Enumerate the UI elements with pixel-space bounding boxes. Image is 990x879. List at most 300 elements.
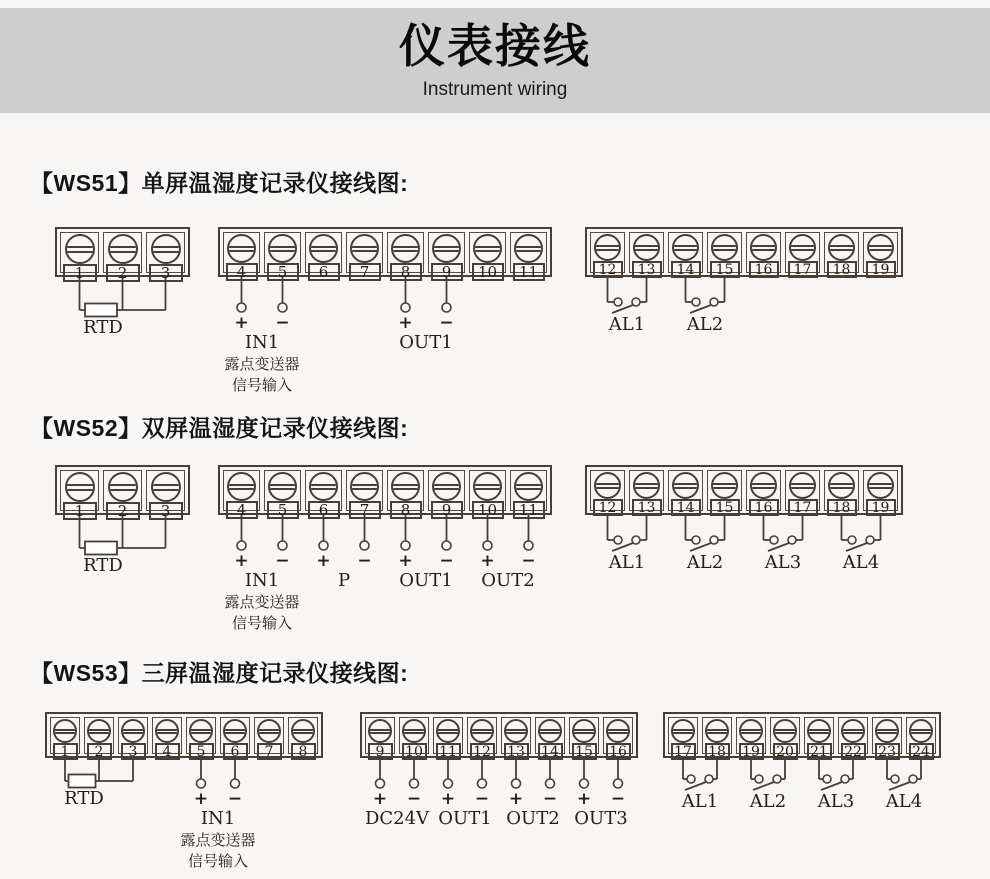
screw-slot-icon bbox=[773, 732, 797, 734]
terminal-number: 12 bbox=[470, 743, 495, 760]
screw-slot-icon bbox=[750, 249, 777, 251]
terminal-cell bbox=[60, 232, 99, 282]
screw-slot-icon bbox=[151, 489, 181, 491]
terminal-cell bbox=[824, 470, 859, 516]
screw-icon bbox=[268, 472, 297, 501]
terminal-cell bbox=[469, 470, 506, 519]
terminal-number: 3 bbox=[121, 743, 146, 760]
terminal-cell bbox=[510, 232, 547, 281]
terminal-cell bbox=[103, 232, 142, 282]
section-ws52 bbox=[0, 405, 990, 650]
screw-slot-icon bbox=[594, 483, 621, 485]
pair-plus-label: + bbox=[372, 788, 388, 809]
terminal-number: 2 bbox=[106, 502, 140, 520]
header-band bbox=[0, 8, 990, 113]
screw-slot-icon bbox=[867, 245, 894, 247]
screw-icon bbox=[514, 234, 543, 263]
terminal-number: 10 bbox=[472, 501, 504, 519]
terminal-number: 8 bbox=[390, 501, 422, 519]
terminal-cell bbox=[428, 470, 465, 519]
screw-slot-icon bbox=[473, 246, 502, 248]
screw-icon bbox=[672, 472, 699, 499]
terminal-block bbox=[45, 712, 323, 758]
terminal-cell bbox=[60, 470, 99, 520]
screw-icon bbox=[807, 719, 831, 743]
section-ws51 bbox=[0, 160, 990, 405]
screw-icon bbox=[291, 719, 315, 743]
screw-slot-icon bbox=[350, 246, 379, 248]
terminal-number: 13 bbox=[504, 743, 529, 760]
terminal-number: 1 bbox=[63, 502, 97, 520]
screw-icon bbox=[227, 234, 256, 263]
terminal-block bbox=[55, 465, 190, 520]
terminal-number: 7 bbox=[349, 501, 381, 519]
terminal-cell bbox=[365, 717, 395, 760]
terminal-cell bbox=[535, 717, 565, 760]
pair-plus-label: + bbox=[508, 788, 524, 809]
terminal-number: 9 bbox=[431, 263, 463, 281]
terminal-number: 24 bbox=[909, 743, 934, 760]
connection-sublabel: 露点变送器 bbox=[224, 354, 300, 373]
terminal-cell bbox=[501, 717, 531, 760]
terminal-cell bbox=[399, 717, 429, 760]
terminal-cell bbox=[103, 470, 142, 520]
screw-slot-icon bbox=[572, 732, 596, 734]
screw-icon bbox=[432, 472, 461, 501]
terminal-number: 15 bbox=[710, 261, 740, 278]
screw-slot-icon bbox=[470, 729, 494, 731]
alarm-label: AL2 bbox=[749, 791, 787, 812]
screw-icon bbox=[108, 472, 138, 502]
screw-slot-icon bbox=[739, 732, 763, 734]
terminal-number: 10 bbox=[402, 743, 427, 760]
terminal-block bbox=[218, 465, 552, 519]
screw-slot-icon bbox=[633, 483, 660, 485]
screw-slot-icon bbox=[514, 488, 543, 490]
terminal-number: 8 bbox=[390, 263, 422, 281]
screw-slot-icon bbox=[53, 729, 77, 731]
terminal-number: 14 bbox=[671, 499, 701, 516]
terminal-cell bbox=[736, 717, 766, 760]
screw-icon bbox=[432, 234, 461, 263]
screw-slot-icon bbox=[867, 487, 894, 489]
terminal-number: 21 bbox=[807, 743, 832, 760]
screw-icon bbox=[65, 472, 95, 502]
screw-slot-icon bbox=[268, 488, 297, 490]
screw-slot-icon bbox=[65, 484, 95, 486]
terminal-cell bbox=[707, 470, 742, 516]
terminal-number: 5 bbox=[189, 743, 214, 760]
screw-slot-icon bbox=[65, 251, 95, 253]
alarm-label: AL1 bbox=[608, 314, 646, 335]
terminal-cell bbox=[264, 232, 301, 281]
screw-icon bbox=[672, 234, 699, 261]
terminal-number: 19 bbox=[866, 499, 896, 516]
pair-plus-label: + bbox=[234, 312, 249, 333]
screw-slot-icon bbox=[909, 729, 933, 731]
screw-slot-icon bbox=[473, 484, 502, 486]
screw-slot-icon bbox=[432, 250, 461, 252]
screw-slot-icon bbox=[711, 483, 738, 485]
screw-icon bbox=[750, 234, 777, 261]
terminal-cell bbox=[428, 232, 465, 281]
terminal-number: 4 bbox=[226, 263, 258, 281]
terminal-number: 22 bbox=[841, 743, 866, 760]
terminal-cell bbox=[467, 717, 497, 760]
terminal-number: 17 bbox=[671, 743, 696, 760]
terminal-number: 16 bbox=[749, 499, 779, 516]
terminal-number: 6 bbox=[223, 743, 248, 760]
screw-slot-icon bbox=[65, 246, 95, 248]
terminal-cell bbox=[746, 470, 781, 516]
pair-minus-label: − bbox=[542, 788, 558, 809]
screw-slot-icon bbox=[828, 487, 855, 489]
screw-slot-icon bbox=[108, 251, 138, 253]
screw-icon bbox=[773, 719, 797, 743]
section-title: 【WS53】三屏温湿度记录仪接线图: bbox=[30, 660, 409, 686]
screw-icon bbox=[155, 719, 179, 743]
screw-slot-icon bbox=[473, 488, 502, 490]
terminal-cell bbox=[668, 717, 698, 760]
screw-slot-icon bbox=[841, 732, 865, 734]
screw-slot-icon bbox=[789, 249, 816, 251]
screw-slot-icon bbox=[223, 732, 247, 734]
terminal-cell bbox=[84, 717, 114, 760]
terminal-number: 17 bbox=[788, 261, 818, 278]
screw-slot-icon bbox=[705, 729, 729, 731]
screw-slot-icon bbox=[750, 487, 777, 489]
pair-minus-label: − bbox=[439, 312, 454, 333]
alarm-label: AL3 bbox=[817, 791, 855, 812]
screw-icon bbox=[504, 719, 528, 743]
screw-icon bbox=[594, 472, 621, 499]
terminal-number: 14 bbox=[671, 261, 701, 278]
terminal-number: 23 bbox=[875, 743, 900, 760]
screw-slot-icon bbox=[402, 732, 426, 734]
terminal-number: 12 bbox=[593, 499, 623, 516]
screw-slot-icon bbox=[402, 729, 426, 731]
screw-icon bbox=[875, 719, 899, 743]
connection-label: IN1 bbox=[244, 569, 280, 591]
screw-slot-icon bbox=[436, 729, 460, 731]
terminal-cell bbox=[118, 717, 148, 760]
terminal-number: 13 bbox=[632, 261, 662, 278]
screw-slot-icon bbox=[711, 249, 738, 251]
pair-plus-label: + bbox=[480, 550, 495, 571]
screw-slot-icon bbox=[828, 249, 855, 251]
screw-icon bbox=[223, 719, 247, 743]
screw-slot-icon bbox=[432, 246, 461, 248]
screw-slot-icon bbox=[227, 484, 256, 486]
screw-slot-icon bbox=[268, 246, 297, 248]
terminal-number: 9 bbox=[431, 501, 463, 519]
terminal-number: 4 bbox=[226, 501, 258, 519]
terminal-number: 6 bbox=[308, 263, 340, 281]
screw-icon bbox=[750, 472, 777, 499]
screw-slot-icon bbox=[875, 729, 899, 731]
terminal-cell bbox=[863, 232, 898, 278]
screw-icon bbox=[606, 719, 630, 743]
screw-icon bbox=[350, 472, 379, 501]
terminal-cell bbox=[387, 232, 424, 281]
section-ws53 bbox=[0, 650, 990, 879]
terminal-cell bbox=[288, 717, 318, 760]
terminal-number: 2 bbox=[106, 264, 140, 282]
terminal-number: 14 bbox=[538, 743, 563, 760]
screw-slot-icon bbox=[291, 732, 315, 734]
terminal-number: 1 bbox=[53, 743, 78, 760]
rtd-label: RTD bbox=[83, 317, 123, 338]
page-subtitle: Instrument wiring bbox=[422, 79, 568, 100]
screw-slot-icon bbox=[514, 246, 543, 248]
screw-slot-icon bbox=[739, 729, 763, 731]
screw-icon bbox=[87, 719, 111, 743]
screw-icon bbox=[514, 472, 543, 501]
screw-icon bbox=[470, 719, 494, 743]
terminal-cell bbox=[590, 470, 625, 516]
screw-slot-icon bbox=[108, 484, 138, 486]
terminal-number: 13 bbox=[632, 499, 662, 516]
screw-slot-icon bbox=[391, 246, 420, 248]
terminal-cell bbox=[785, 232, 820, 278]
terminal-cell bbox=[264, 470, 301, 519]
screw-icon bbox=[402, 719, 426, 743]
connection-sublabel: 露点变送器 bbox=[224, 592, 300, 611]
terminal-number: 18 bbox=[705, 743, 730, 760]
screw-slot-icon bbox=[268, 250, 297, 252]
screw-slot-icon bbox=[155, 729, 179, 731]
pair-plus-label: + bbox=[193, 788, 209, 809]
pair-minus-label: − bbox=[521, 550, 536, 571]
terminal-block bbox=[55, 227, 190, 282]
terminal-cell bbox=[785, 470, 820, 516]
screw-slot-icon bbox=[151, 484, 181, 486]
screw-slot-icon bbox=[867, 249, 894, 251]
screw-slot-icon bbox=[368, 732, 392, 734]
screw-slot-icon bbox=[672, 249, 699, 251]
screw-slot-icon bbox=[538, 732, 562, 734]
connection-label: OUT1 bbox=[438, 807, 492, 829]
connection-label: OUT2 bbox=[481, 569, 535, 591]
terminal-block bbox=[360, 712, 638, 758]
terminal-cell bbox=[906, 717, 936, 760]
screw-icon bbox=[909, 719, 933, 743]
screw-slot-icon bbox=[750, 483, 777, 485]
screw-slot-icon bbox=[350, 484, 379, 486]
screw-slot-icon bbox=[53, 732, 77, 734]
screw-icon bbox=[538, 719, 562, 743]
screw-slot-icon bbox=[606, 732, 630, 734]
terminal-block bbox=[218, 227, 552, 281]
screw-icon bbox=[594, 234, 621, 261]
screw-icon bbox=[368, 719, 392, 743]
screw-slot-icon bbox=[227, 246, 256, 248]
screw-icon bbox=[227, 472, 256, 501]
terminal-number: 11 bbox=[513, 501, 545, 519]
pair-plus-label: + bbox=[234, 550, 249, 571]
screw-slot-icon bbox=[828, 245, 855, 247]
screw-slot-icon bbox=[671, 729, 695, 731]
screw-slot-icon bbox=[350, 250, 379, 252]
screw-slot-icon bbox=[711, 245, 738, 247]
screw-slot-icon bbox=[606, 729, 630, 731]
connection-sublabel: 信号输入 bbox=[187, 851, 249, 870]
screw-slot-icon bbox=[633, 487, 660, 489]
screw-icon bbox=[151, 234, 181, 264]
terminal-number: 8 bbox=[291, 743, 316, 760]
screw-icon bbox=[151, 472, 181, 502]
terminal-cell bbox=[746, 232, 781, 278]
screw-slot-icon bbox=[789, 483, 816, 485]
screw-slot-icon bbox=[633, 249, 660, 251]
screw-slot-icon bbox=[268, 484, 297, 486]
screw-slot-icon bbox=[391, 484, 420, 486]
screw-icon bbox=[711, 472, 738, 499]
screw-slot-icon bbox=[391, 488, 420, 490]
screw-slot-icon bbox=[368, 729, 392, 731]
screw-slot-icon bbox=[538, 729, 562, 731]
screw-slot-icon bbox=[470, 732, 494, 734]
terminal-number: 4 bbox=[155, 743, 180, 760]
terminal-number: 1 bbox=[63, 264, 97, 282]
screw-icon bbox=[309, 234, 338, 263]
screw-slot-icon bbox=[350, 488, 379, 490]
alarm-label: AL4 bbox=[885, 791, 923, 812]
screw-slot-icon bbox=[65, 489, 95, 491]
terminal-number: 3 bbox=[149, 264, 183, 282]
screw-slot-icon bbox=[432, 484, 461, 486]
terminal-number: 19 bbox=[866, 261, 896, 278]
terminal-cell bbox=[872, 717, 902, 760]
screw-icon bbox=[391, 234, 420, 263]
screw-slot-icon bbox=[189, 732, 213, 734]
screw-slot-icon bbox=[594, 245, 621, 247]
terminal-cell bbox=[387, 470, 424, 519]
terminal-number: 9 bbox=[368, 743, 393, 760]
screw-slot-icon bbox=[789, 487, 816, 489]
screw-slot-icon bbox=[633, 245, 660, 247]
screw-slot-icon bbox=[223, 729, 247, 731]
screw-slot-icon bbox=[514, 250, 543, 252]
screw-slot-icon bbox=[227, 250, 256, 252]
terminal-cell bbox=[50, 717, 80, 760]
terminal-cell bbox=[223, 232, 260, 281]
alarm-label: AL1 bbox=[681, 791, 719, 812]
terminal-number: 10 bbox=[472, 263, 504, 281]
screw-slot-icon bbox=[155, 732, 179, 734]
screw-icon bbox=[633, 472, 660, 499]
pair-plus-label: + bbox=[398, 550, 413, 571]
screw-icon bbox=[711, 234, 738, 261]
pair-minus-label: − bbox=[474, 788, 490, 809]
terminal-cell bbox=[223, 470, 260, 519]
terminal-cell bbox=[346, 470, 383, 519]
screw-slot-icon bbox=[514, 484, 543, 486]
connection-label: OUT1 bbox=[399, 331, 453, 353]
terminal-number: 6 bbox=[308, 501, 340, 519]
screw-slot-icon bbox=[309, 246, 338, 248]
connection-label: OUT2 bbox=[506, 807, 560, 829]
screw-slot-icon bbox=[572, 729, 596, 731]
connection-sublabel: 信号输入 bbox=[231, 613, 293, 632]
screw-slot-icon bbox=[473, 250, 502, 252]
screw-slot-icon bbox=[672, 487, 699, 489]
section-title: 【WS52】双屏温湿度记录仪接线图: bbox=[30, 415, 409, 441]
connection-label: P bbox=[337, 569, 351, 591]
terminal-cell bbox=[770, 717, 800, 760]
terminal-number: 11 bbox=[513, 263, 545, 281]
connection-label: OUT3 bbox=[574, 807, 628, 829]
pair-minus-label: − bbox=[275, 550, 290, 571]
terminal-cell bbox=[569, 717, 599, 760]
screw-icon bbox=[828, 234, 855, 261]
pair-minus-label: − bbox=[227, 788, 243, 809]
screw-slot-icon bbox=[309, 250, 338, 252]
pair-minus-label: − bbox=[275, 312, 290, 333]
screw-slot-icon bbox=[867, 483, 894, 485]
terminal-cell bbox=[220, 717, 250, 760]
screw-icon bbox=[189, 719, 213, 743]
terminal-number: 3 bbox=[149, 502, 183, 520]
screw-slot-icon bbox=[504, 729, 528, 731]
terminal-number: 12 bbox=[593, 261, 623, 278]
alarm-label: AL4 bbox=[842, 552, 880, 573]
connection-sublabel: 露点变送器 bbox=[180, 830, 256, 849]
terminal-number: 19 bbox=[739, 743, 764, 760]
screw-icon bbox=[65, 234, 95, 264]
terminal-cell bbox=[863, 470, 898, 516]
terminal-cell bbox=[254, 717, 284, 760]
screw-icon bbox=[350, 234, 379, 263]
screw-slot-icon bbox=[432, 488, 461, 490]
terminal-number: 5 bbox=[267, 501, 299, 519]
terminal-cell bbox=[152, 717, 182, 760]
terminal-number: 18 bbox=[827, 499, 857, 516]
screw-slot-icon bbox=[151, 251, 181, 253]
terminal-cell bbox=[804, 717, 834, 760]
screw-icon bbox=[53, 719, 77, 743]
terminal-cell bbox=[346, 232, 383, 281]
alarm-label: AL3 bbox=[764, 552, 802, 573]
terminal-cell bbox=[146, 470, 185, 520]
terminal-cell bbox=[707, 232, 742, 278]
connection-label: OUT1 bbox=[399, 569, 453, 591]
screw-slot-icon bbox=[807, 729, 831, 731]
screw-icon bbox=[671, 719, 695, 743]
terminal-cell bbox=[668, 470, 703, 516]
screw-icon bbox=[572, 719, 596, 743]
screw-icon bbox=[108, 234, 138, 264]
screw-slot-icon bbox=[309, 484, 338, 486]
terminal-cell bbox=[603, 717, 633, 760]
screw-slot-icon bbox=[750, 245, 777, 247]
screw-slot-icon bbox=[672, 483, 699, 485]
screw-icon bbox=[789, 234, 816, 261]
terminal-cell bbox=[824, 232, 859, 278]
screw-slot-icon bbox=[594, 249, 621, 251]
screw-icon bbox=[867, 234, 894, 261]
terminal-block bbox=[585, 465, 903, 515]
terminal-number: 5 bbox=[267, 263, 299, 281]
terminal-cell bbox=[433, 717, 463, 760]
screw-slot-icon bbox=[773, 729, 797, 731]
screw-icon bbox=[867, 472, 894, 499]
screw-slot-icon bbox=[189, 729, 213, 731]
terminal-cell bbox=[702, 717, 732, 760]
screw-icon bbox=[309, 472, 338, 501]
screw-icon bbox=[705, 719, 729, 743]
screw-icon bbox=[633, 234, 660, 261]
